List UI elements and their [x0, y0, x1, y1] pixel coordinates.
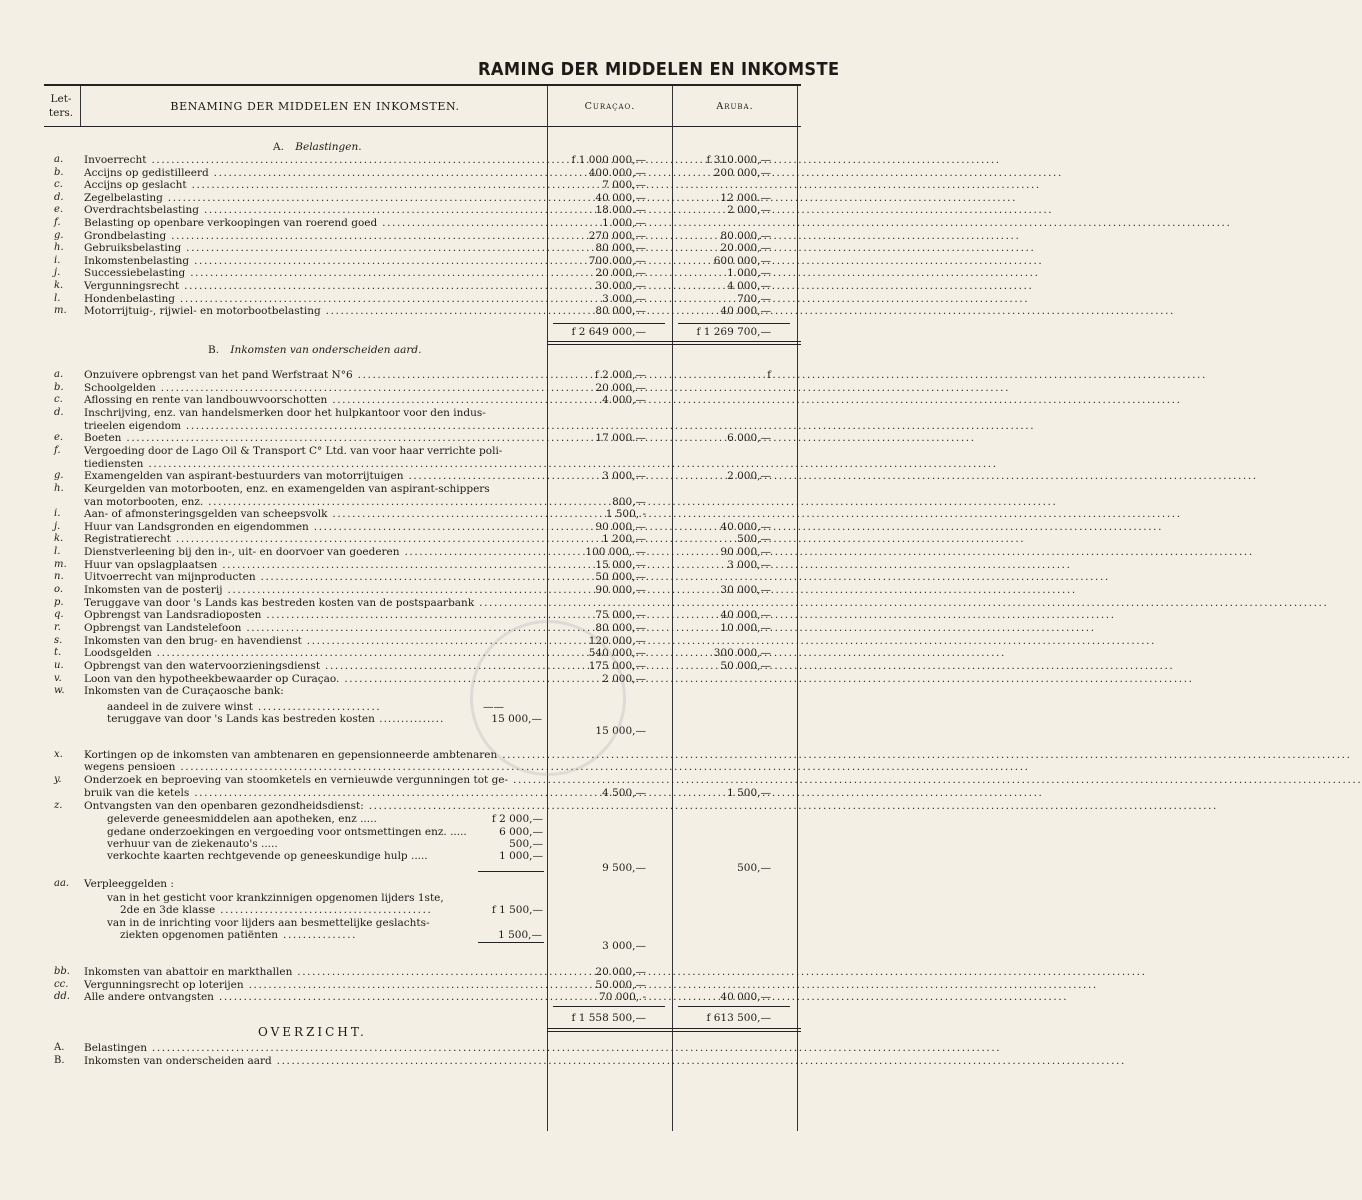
- row-letter: cc.: [54, 979, 69, 990]
- row-label: Inkomsten van de Curaçaosche bank:: [84, 685, 284, 698]
- row-curacao-value: 7 000,—: [602, 179, 646, 192]
- row-letter: t.: [54, 647, 62, 659]
- table-row: [0, 787, 801, 800]
- row-label: Grondbelasting .....: [84, 230, 544, 243]
- section-b-total-aruba: f 613 500,—: [706, 1012, 771, 1024]
- table-row: [0, 420, 801, 433]
- row-aruba-value: 4 000,—: [727, 280, 771, 292]
- row-aruba-value: 6 000,—: [727, 432, 771, 445]
- row-aruba-value: 600 000,—: [713, 254, 771, 267]
- row-letter: c.: [54, 394, 63, 406]
- row-aruba-value: 80 000,—: [720, 229, 771, 242]
- row-aruba-value: 3 000,—: [727, 558, 771, 571]
- header-aruba: Aruba.: [716, 101, 754, 112]
- row-curacao-value: 800,—: [612, 495, 646, 508]
- table-row: [0, 761, 801, 774]
- row-curacao-value: 18 000.—: [595, 204, 646, 217]
- faint-stamp: [470, 620, 626, 776]
- row-curacao-value: 20 000,—: [595, 381, 646, 394]
- nursing-title: Verpleeggelden :: [84, 878, 174, 890]
- table-row: [0, 445, 801, 458]
- row-label: Vergunningsrecht op loterijen .....: [84, 979, 544, 992]
- table-row: [0, 559, 801, 572]
- row-label: Inkomsten van de posterij .....: [84, 584, 544, 597]
- health-item: [107, 813, 377, 825]
- row-aruba-value: 12 000.—: [720, 191, 771, 204]
- table-row: [0, 167, 801, 180]
- health-item-label: verkochte kaarten rechtgevende op geneeskundige hulp: [107, 850, 408, 862]
- row-letter: bb.: [54, 966, 70, 977]
- section-a-total-rule-c1: [553, 323, 665, 324]
- health-total-curacao: 9 500,—: [602, 862, 646, 874]
- row-curacao-value: 17 000.—: [595, 432, 646, 445]
- row-letter: a.: [54, 154, 64, 165]
- row-aruba-value: 1 000,—: [727, 267, 771, 280]
- section-b-heading: [208, 344, 421, 356]
- row-label: Ontvangsten van den openbaren gezondheidsdienst: .....: [84, 800, 544, 813]
- row-label: Zegelbelasting .....: [84, 192, 544, 205]
- row-curacao-value: 2 000,—: [602, 672, 646, 685]
- row-label: Opbrengst van Landsradioposten .....: [84, 609, 544, 622]
- nursing-line-1: van in het gesticht voor krankzinnigen opgenomen lijders 1ste,: [107, 892, 444, 904]
- bank-total: [0, 725, 801, 738]
- nursing-line-2: 2de en 3de klasse ...........................................: [120, 904, 433, 916]
- nursing-line-2-label: 2de en 3de klasse: [120, 904, 216, 916]
- row-letter: e.: [54, 204, 64, 216]
- row-curacao-value: 80 000,—: [595, 622, 646, 634]
- row-curacao-value: 4 500,—: [602, 787, 646, 799]
- row-curacao-value: 1 200,—: [602, 533, 646, 546]
- health-total: [0, 862, 801, 875]
- health-item-label: geleverde geneesmiddelen aan apotheken, enz: [107, 813, 357, 825]
- health-item-label: gedane onderzoekingen en vergoeding voor ontsmettingen enz.: [107, 826, 447, 838]
- row-label: Teruggave van door 's Lands kas bestreden kosten van de postspaarbank .....: [84, 597, 544, 610]
- row-label: Loodsgelden .....: [84, 647, 544, 660]
- nursing-line-4: ziekten opgenomen patiënten ...............: [120, 929, 358, 941]
- table-row: [0, 305, 801, 318]
- row-curacao-value: 20 000,—: [595, 267, 646, 280]
- row-label: Successiebelasting .....: [84, 267, 544, 280]
- table-row: [0, 597, 801, 610]
- header-curacao: Curaçao.: [584, 101, 636, 112]
- table-row: [0, 217, 801, 230]
- row-curacao-value: 100 000, —: [585, 546, 646, 559]
- row-letter: d.: [54, 406, 64, 418]
- table-row: [0, 280, 801, 293]
- row-letter: e.: [54, 432, 64, 444]
- bank-line-2-value: 15 000,—: [491, 713, 542, 725]
- row-letter: n.: [54, 571, 64, 583]
- header-top-rule: [44, 84, 801, 86]
- table-row: [0, 991, 801, 1004]
- section-a-total: [0, 326, 801, 339]
- row-letter: p.: [54, 596, 64, 608]
- row-aruba-value: 2 000,—: [727, 470, 771, 483]
- row-letter: h.: [54, 482, 64, 494]
- table-row: [0, 407, 801, 420]
- row-label: Vergunningsrecht .....: [84, 280, 544, 293]
- row-aruba-value: 40 000,—: [720, 991, 771, 1003]
- row-label: Keurgelden van motorbooten, enz. en examengelden van aspirant-schippers: [84, 482, 490, 495]
- row-curacao-value: 70 000, -: [599, 991, 646, 1003]
- row-label: Examengelden van aspirant-bestuurders van motorrijtuigen .....: [84, 470, 544, 483]
- section-a-title: Belastingen.: [295, 141, 362, 153]
- table-row: [0, 470, 801, 483]
- nursing-line-3: van in de inrichting voor lijders aan besmettelijke geslachts-: [107, 917, 430, 929]
- health-item: [107, 826, 467, 838]
- row-label: Dienstverleening bij den in-, uit- en doorvoer van goederen .....: [84, 546, 544, 559]
- row-letter: o.: [54, 584, 64, 596]
- leader-dots: .....: [407, 850, 428, 862]
- row-label: van motorbooten, enz. .....: [84, 496, 544, 509]
- leader-dots: .....: [257, 838, 278, 850]
- row-label: tiediensten .....: [84, 458, 544, 471]
- row-curacao-value: 1 500, -: [605, 508, 646, 521]
- row-aruba-value: 1 500,—: [727, 787, 771, 799]
- overzicht-label: Belastingen .....: [84, 1042, 544, 1055]
- row-label: bruik van die ketels .....: [84, 787, 544, 800]
- row-curacao-value: 20 000,—: [595, 966, 646, 978]
- table-row: [0, 230, 801, 243]
- leader-dots: .....: [356, 813, 377, 825]
- row-aruba-value: 50 000,—: [720, 659, 771, 672]
- row-label: Invoerrecht .....: [84, 154, 544, 167]
- row-curacao-value: 50 000,—: [595, 571, 646, 584]
- leader-dots: .....: [446, 826, 467, 838]
- nursing-value-2: 1 500,—: [498, 929, 542, 941]
- row-aruba-value: 40 000,—: [720, 609, 771, 622]
- row-label: Overdrachtsbelasting .....: [84, 204, 544, 217]
- nursing-total: [0, 940, 801, 953]
- nursing-value-1: f 1 500,—: [491, 904, 543, 916]
- row-aruba-value: f 310 000,—: [706, 154, 771, 166]
- row-letter: a.: [54, 369, 64, 380]
- row-letter: k.: [54, 533, 64, 545]
- table-row: [0, 521, 801, 534]
- row-letter: f.: [54, 444, 61, 456]
- row-label: Inschrijving, enz. van handelsmerken door het hulpkantoor voor den indus-: [84, 406, 486, 419]
- nursing-row: [0, 878, 801, 891]
- row-letter: u.: [54, 659, 64, 671]
- row-letter: c.: [54, 179, 63, 191]
- table-row: [0, 673, 801, 686]
- row-label: Motorrijtuig-, rijwiel- en motorbootbelasting .....: [84, 305, 544, 318]
- table-row: [0, 432, 801, 445]
- row-letter: j.: [54, 267, 61, 279]
- row-aruba-value: 30 000,—: [720, 584, 771, 597]
- table-row: [0, 508, 801, 521]
- health-item-value: f 2 000,—: [491, 813, 543, 825]
- row-curacao-value: 270 000,—: [588, 229, 646, 242]
- table-row: [0, 635, 801, 648]
- row-aruba-value: 2 000,—: [727, 204, 771, 217]
- table-row: [0, 800, 801, 813]
- section-b-double-rule-1: [547, 1028, 801, 1029]
- row-label: Gebruiksbelasting .....: [84, 242, 544, 255]
- row-label: Onderzoek en beproeving van stoomketels en vernieuwde vergunningen tot ge- .....: [84, 774, 544, 787]
- bank-line-1-value: ——: [483, 701, 504, 713]
- row-aruba-value: 40 000,—: [720, 305, 771, 318]
- row-curacao-value: 120 000,—: [588, 634, 646, 647]
- table-row: [0, 483, 801, 496]
- row-curacao-value: 80 000,—: [595, 242, 646, 255]
- row-label: Inkomstenbelasting .....: [84, 255, 544, 268]
- table-row: [0, 192, 801, 205]
- row-letter: i.: [54, 254, 61, 266]
- row-letter: b.: [54, 381, 64, 393]
- section-b-title: Inkomsten van onderscheiden aard.: [230, 344, 422, 356]
- row-label: Accijns op gedistilleerd .....: [84, 167, 544, 180]
- row-aruba-value: f: [767, 369, 771, 381]
- nursing-line-4-label: ziekten opgenomen patiënten: [120, 929, 279, 941]
- row-letter: h.: [54, 242, 64, 254]
- row-label: wegens pensioen .....: [84, 761, 544, 774]
- table-row: [0, 546, 801, 559]
- row-curacao-value: 30 000,—: [595, 280, 646, 292]
- table-row: [0, 204, 801, 217]
- row-label: Opbrengst van Landstelefoon .....: [84, 622, 544, 635]
- section-a-double-rule-1: [547, 341, 801, 342]
- section-a-letter: A.: [273, 141, 284, 153]
- row-label: Alle andere ontvangsten .....: [84, 991, 544, 1004]
- overzicht-letter: B.: [54, 1055, 65, 1066]
- row-aruba-value: 500,—: [737, 533, 771, 546]
- row-label: Loon van den hypotheekbewaarder op Curaçao. .....: [84, 673, 544, 686]
- bank-line-2: teruggave van door 's Lands kas bestreden kosten ...............: [107, 713, 445, 725]
- row-letter: l.: [54, 292, 61, 304]
- row-aruba-value: 300 000,—: [713, 647, 771, 660]
- table-row: [0, 571, 801, 584]
- row-label: Boeten .....: [84, 432, 544, 445]
- row-aruba-value: 20 000,—: [720, 242, 771, 255]
- table-row: [0, 774, 801, 787]
- row-label: Kortingen op de inkomsten van ambtenaren en gepensionneerde ambtenaren .....: [84, 749, 544, 762]
- row-curacao-value: 80 000,—: [595, 305, 646, 318]
- row-curacao-value: 90 000,—: [595, 584, 646, 597]
- row-letter: y.: [54, 774, 62, 785]
- row-curacao-value: 400 000,—: [588, 166, 646, 179]
- row-curacao-value: 15 000,—: [595, 558, 646, 571]
- table-row: [0, 533, 801, 546]
- section-b-total-rule-c1: [553, 1006, 665, 1007]
- section-a-double-rule-2: [547, 344, 801, 345]
- table-row: [0, 255, 801, 268]
- row-label: Accijns op geslacht .....: [84, 179, 544, 192]
- health-item-value: 1 000,—: [499, 850, 543, 862]
- row-letter: i.: [54, 508, 61, 520]
- row-label: Huur van Landsgronden en eigendommen .....: [84, 521, 544, 534]
- row-curacao-value: 3 000,—: [602, 292, 646, 305]
- row-curacao-value: 50 000,—: [595, 979, 646, 991]
- row-curacao-value: 75 000,—: [595, 609, 646, 622]
- row-letter: k.: [54, 280, 64, 291]
- row-label: Aflossing en rente van landbouwvoorschotten .....: [84, 394, 544, 407]
- row-label: Inkomsten van den brug- en havendienst .....: [84, 635, 544, 648]
- health-total-aruba: 500,—: [737, 862, 771, 874]
- nursing-total-curacao: 3 000,—: [602, 940, 646, 952]
- section-b-total-curacao: f 1 558 500,—: [571, 1012, 646, 1024]
- section-a-total-curacao: f 2 649 000,—: [571, 326, 646, 338]
- section-a-heading: [273, 141, 362, 153]
- row-letter: m.: [54, 558, 67, 570]
- overzicht-letter: A.: [54, 1042, 65, 1053]
- overzicht-row: [0, 1055, 801, 1068]
- row-label: Hondenbelasting .....: [84, 293, 544, 306]
- row-aruba-value: 200 000,—: [713, 166, 771, 179]
- table-row: [0, 382, 801, 395]
- row-label: Inkomsten van abattoir en markthallen .....: [84, 966, 544, 979]
- table-row: [0, 496, 801, 509]
- row-letter: z.: [54, 800, 63, 811]
- table-row: [0, 622, 801, 635]
- table-row: [0, 242, 801, 255]
- table-row: [0, 267, 801, 280]
- row-curacao-value: f 1 000 000,—: [571, 154, 646, 166]
- table-row: [0, 154, 801, 167]
- bank-line-2-label: teruggave van door 's Lands kas bestreden kosten: [107, 713, 375, 725]
- section-a-total-aruba: f 1 269 700,—: [696, 326, 771, 338]
- row-label: Schoolgelden .....: [84, 382, 544, 395]
- row-label: Registratierecht .....: [84, 533, 544, 546]
- row-aruba-value: 90 000,—: [720, 546, 771, 559]
- overzicht-title: OVERZICHT.: [258, 1025, 367, 1039]
- col-rule-letters: [80, 86, 81, 126]
- row-letter: d.: [54, 191, 64, 203]
- row-label: Opbrengst van den watervoorzieningsdienst .....: [84, 660, 544, 673]
- table-row: [0, 660, 801, 673]
- section-b-total-rule-c2: [678, 1006, 790, 1007]
- row-letter: x.: [54, 749, 63, 760]
- row-label: Huur van opslagplaatsen .....: [84, 559, 544, 572]
- row-letter: j.: [54, 520, 61, 532]
- section-a-total-rule-c2: [678, 323, 790, 324]
- row-letter: m.: [54, 305, 67, 317]
- row-label: Vergoeding door de Lago Oil & Transport C° Ltd. van voor haar verrichte poli-: [84, 444, 503, 457]
- health-item-value: 500,—: [509, 838, 543, 850]
- table-row: [0, 609, 801, 622]
- health-item: [107, 838, 278, 850]
- row-aruba-value: 700,—: [737, 292, 771, 305]
- row-label: Onzuivere opbrengst van het pand Werfstraat N°6 .....: [84, 369, 544, 382]
- row-letter: l.: [54, 546, 61, 558]
- header-letters: Let- ters.: [48, 93, 74, 119]
- bank-total-curacao: 15 000,—: [595, 725, 646, 737]
- row-letter: g.: [54, 229, 64, 241]
- row-curacao-value: 3 000,—: [602, 470, 646, 483]
- overzicht-label: Inkomsten van onderscheiden aard .....: [84, 1055, 544, 1068]
- row-curacao-value: 175 000,—: [588, 659, 646, 672]
- header-naming: BENAMING DER MIDDELEN EN INKOMSTEN.: [170, 100, 460, 113]
- table-row: [0, 369, 801, 382]
- row-label: Aan- of afmonsteringsgelden van scheepsvolk .....: [84, 508, 544, 521]
- row-letter: q.: [54, 609, 64, 621]
- table-row: [0, 394, 801, 407]
- header-bottom-rule: [44, 126, 801, 127]
- row-letter: w.: [54, 685, 65, 697]
- bank-line-1: aandeel in de zuivere winst .........................: [107, 701, 382, 713]
- row-letter: dd.: [54, 991, 70, 1002]
- table-row: [0, 966, 801, 979]
- health-item-value: 6 000,—: [499, 826, 543, 838]
- bank-line-1-label: aandeel in de zuivere winst: [107, 701, 253, 713]
- table-row: [0, 179, 801, 192]
- table-row: [0, 293, 801, 306]
- row-letter: v.: [54, 672, 62, 684]
- row-label: Belasting op openbare verkoopingen van roerend goed .....: [84, 217, 544, 230]
- row-curacao-value: f 2 000,—: [594, 369, 646, 381]
- health-item-label: verhuur van de ziekenauto's: [107, 838, 258, 850]
- row-curacao-value: 1 000,—: [602, 217, 646, 229]
- table-row: [0, 458, 801, 471]
- row-label: trieelen eigendom .....: [84, 420, 544, 433]
- table-row: [0, 584, 801, 597]
- table-row: [0, 979, 801, 992]
- nursing-letter: aa.: [54, 878, 70, 889]
- page-title: RAMING DER MIDDELEN EN INKOMSTE: [478, 60, 840, 80]
- row-curacao-value: 540 000,—: [588, 647, 646, 660]
- row-aruba-value: 40 000,—: [720, 520, 771, 533]
- row-curacao-value: 700 000,—: [588, 254, 646, 267]
- health-item: [107, 850, 428, 862]
- row-letter: g.: [54, 470, 64, 482]
- row-letter: r.: [54, 622, 61, 633]
- section-b-total: [0, 1012, 801, 1025]
- row-curacao-value: 4 000,—: [602, 394, 646, 407]
- section-b-double-rule-2: [547, 1031, 801, 1032]
- section-b-letter: B.: [208, 344, 220, 356]
- table-row: [0, 749, 801, 762]
- row-letter: s.: [54, 634, 63, 646]
- table-row: [0, 685, 801, 698]
- row-letter: b.: [54, 166, 64, 178]
- row-letter: f.: [54, 217, 61, 228]
- row-aruba-value: 10 000,—: [720, 622, 771, 634]
- table-row: [0, 647, 801, 660]
- row-curacao-value: 40 000,—: [595, 191, 646, 204]
- row-curacao-value: 90 000,—: [595, 520, 646, 533]
- overzicht-row: [0, 1042, 801, 1055]
- row-label: Uitvoerrecht van mijnproducten .....: [84, 571, 544, 584]
